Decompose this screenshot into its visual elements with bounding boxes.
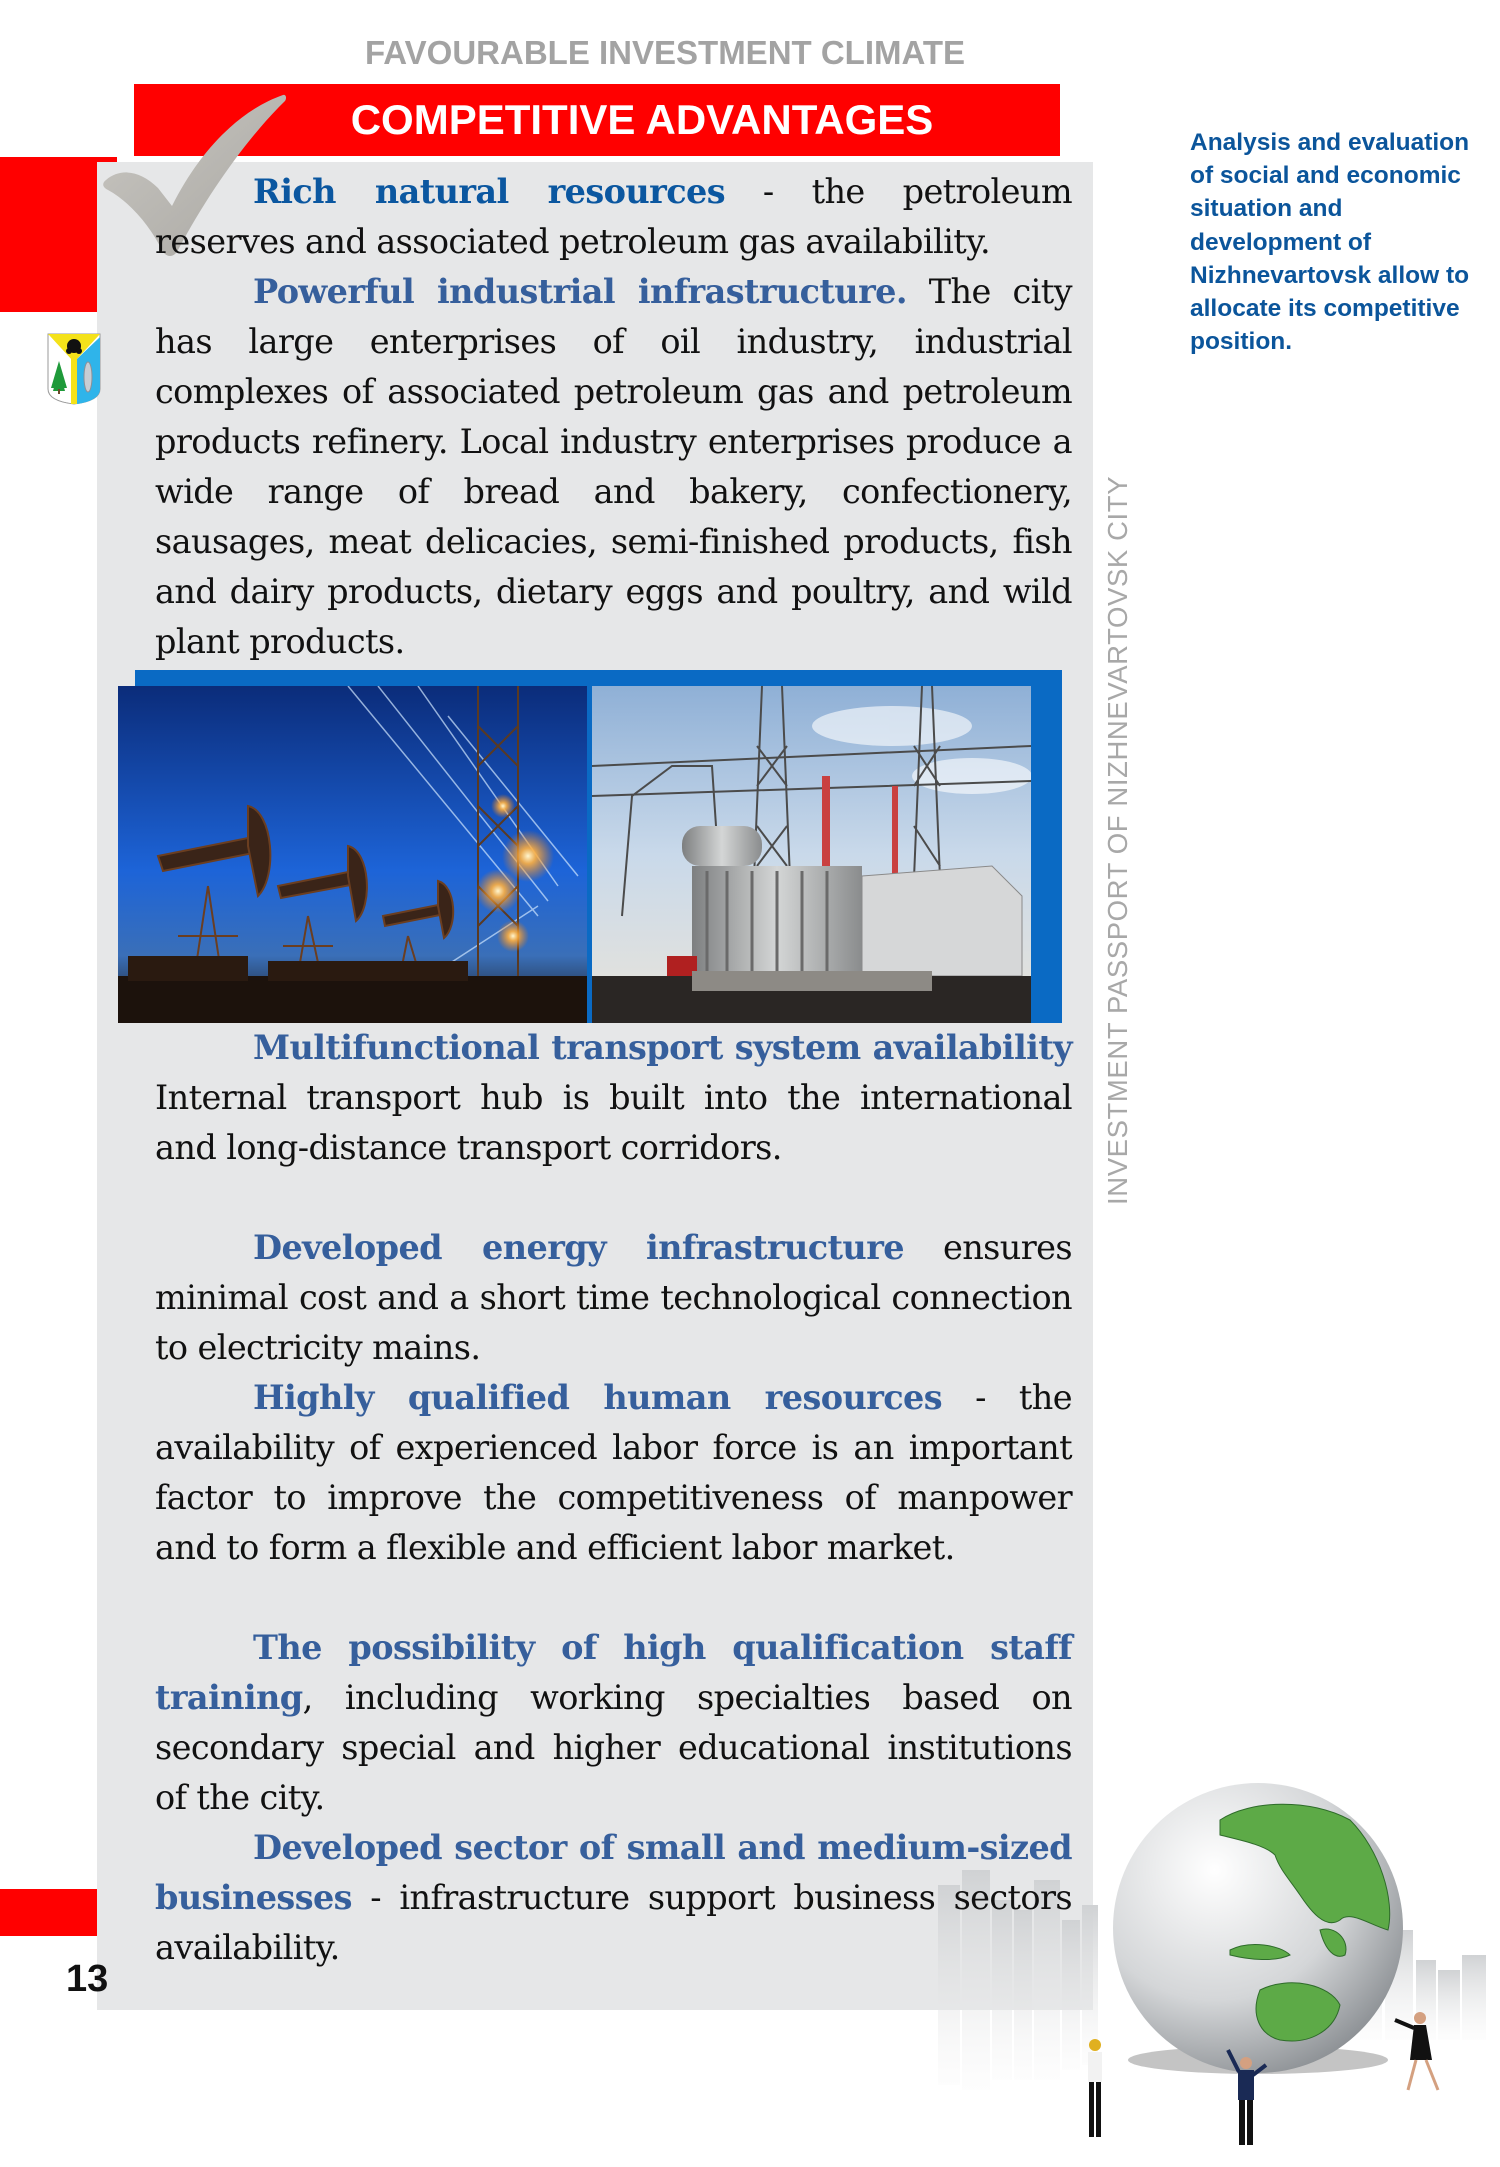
paragraph-body: , including working specialties based on secondary special and higher educational institutions of the city. [155, 1678, 1072, 1817]
paragraph-body: Internal transport hub is built into the international and long-distance transport corridors. [155, 1078, 1072, 1167]
sidebar-note: Analysis and evaluation of social and economic situation and development of Nizhnevartovsk allow to allocate its competitive position. [1190, 129, 1470, 356]
vertical-document-caption: INVESTMENT PASSPORT OF NIZHNEVARTOVSK CITY [1102, 475, 1133, 1205]
paragraph-body: - the availability of experienced labor force is an important factor to improve the competitiveness of manpower and to form a flexible and efficient labor market. [155, 1378, 1072, 1567]
paragraph-heading: The possibility of high qualification staff training [155, 1628, 1072, 1717]
paragraph-energy-infrastructure [155, 1223, 1072, 1373]
power-substation-image [592, 686, 1031, 1023]
paragraph-body: - infrastructure support business sectors availability. [155, 1878, 1072, 1967]
paragraph-transport-system [155, 1023, 1072, 1173]
page-title: COMPETITIVE ADVANTAGES [350, 96, 934, 143]
paragraph-human-resources [155, 1373, 1072, 1573]
paragraph-heading: Powerful industrial infrastructure. [253, 272, 907, 311]
paragraph-body: The city has large enterprises of oil industry, industrial complexes of associated petroleum gas and petroleum products refinery. Local industry enterprises produce a wide range of bread and bakery, confectionery, sausages, meat delicacies, semi-finished products, fish and dairy products, dietary eggs and poultry, and wild plant products. [155, 272, 1072, 661]
paragraph-heading: Rich natural resources [253, 172, 725, 211]
paragraph-body: ensures minimal cost and a short time technological connection to electricity mains. [155, 1228, 1072, 1367]
coat-of-arms-icon [47, 333, 101, 405]
paragraph-heading: Developed sector of small and medium-sized businesses [155, 1828, 1072, 1917]
paragraph-natural-resources [155, 167, 1072, 267]
oil-pumpjacks-image [118, 686, 587, 1023]
paragraph-industrial-infrastructure [155, 267, 1072, 667]
paragraph-body: - the petroleum reserves and associated petroleum gas availability. [155, 172, 1072, 261]
paragraph-heading: Multifunctional transport system availability [253, 1028, 1072, 1067]
paragraph-heading: Highly qualified human resources [253, 1378, 943, 1417]
paragraph-small-medium-business [155, 1823, 1072, 1973]
section-header: FAVOURABLE INVESTMENT CLIMATE [364, 34, 966, 71]
paragraph-heading: Developed energy infrastructure [253, 1228, 904, 1267]
page-number: 13 [66, 1958, 109, 2000]
